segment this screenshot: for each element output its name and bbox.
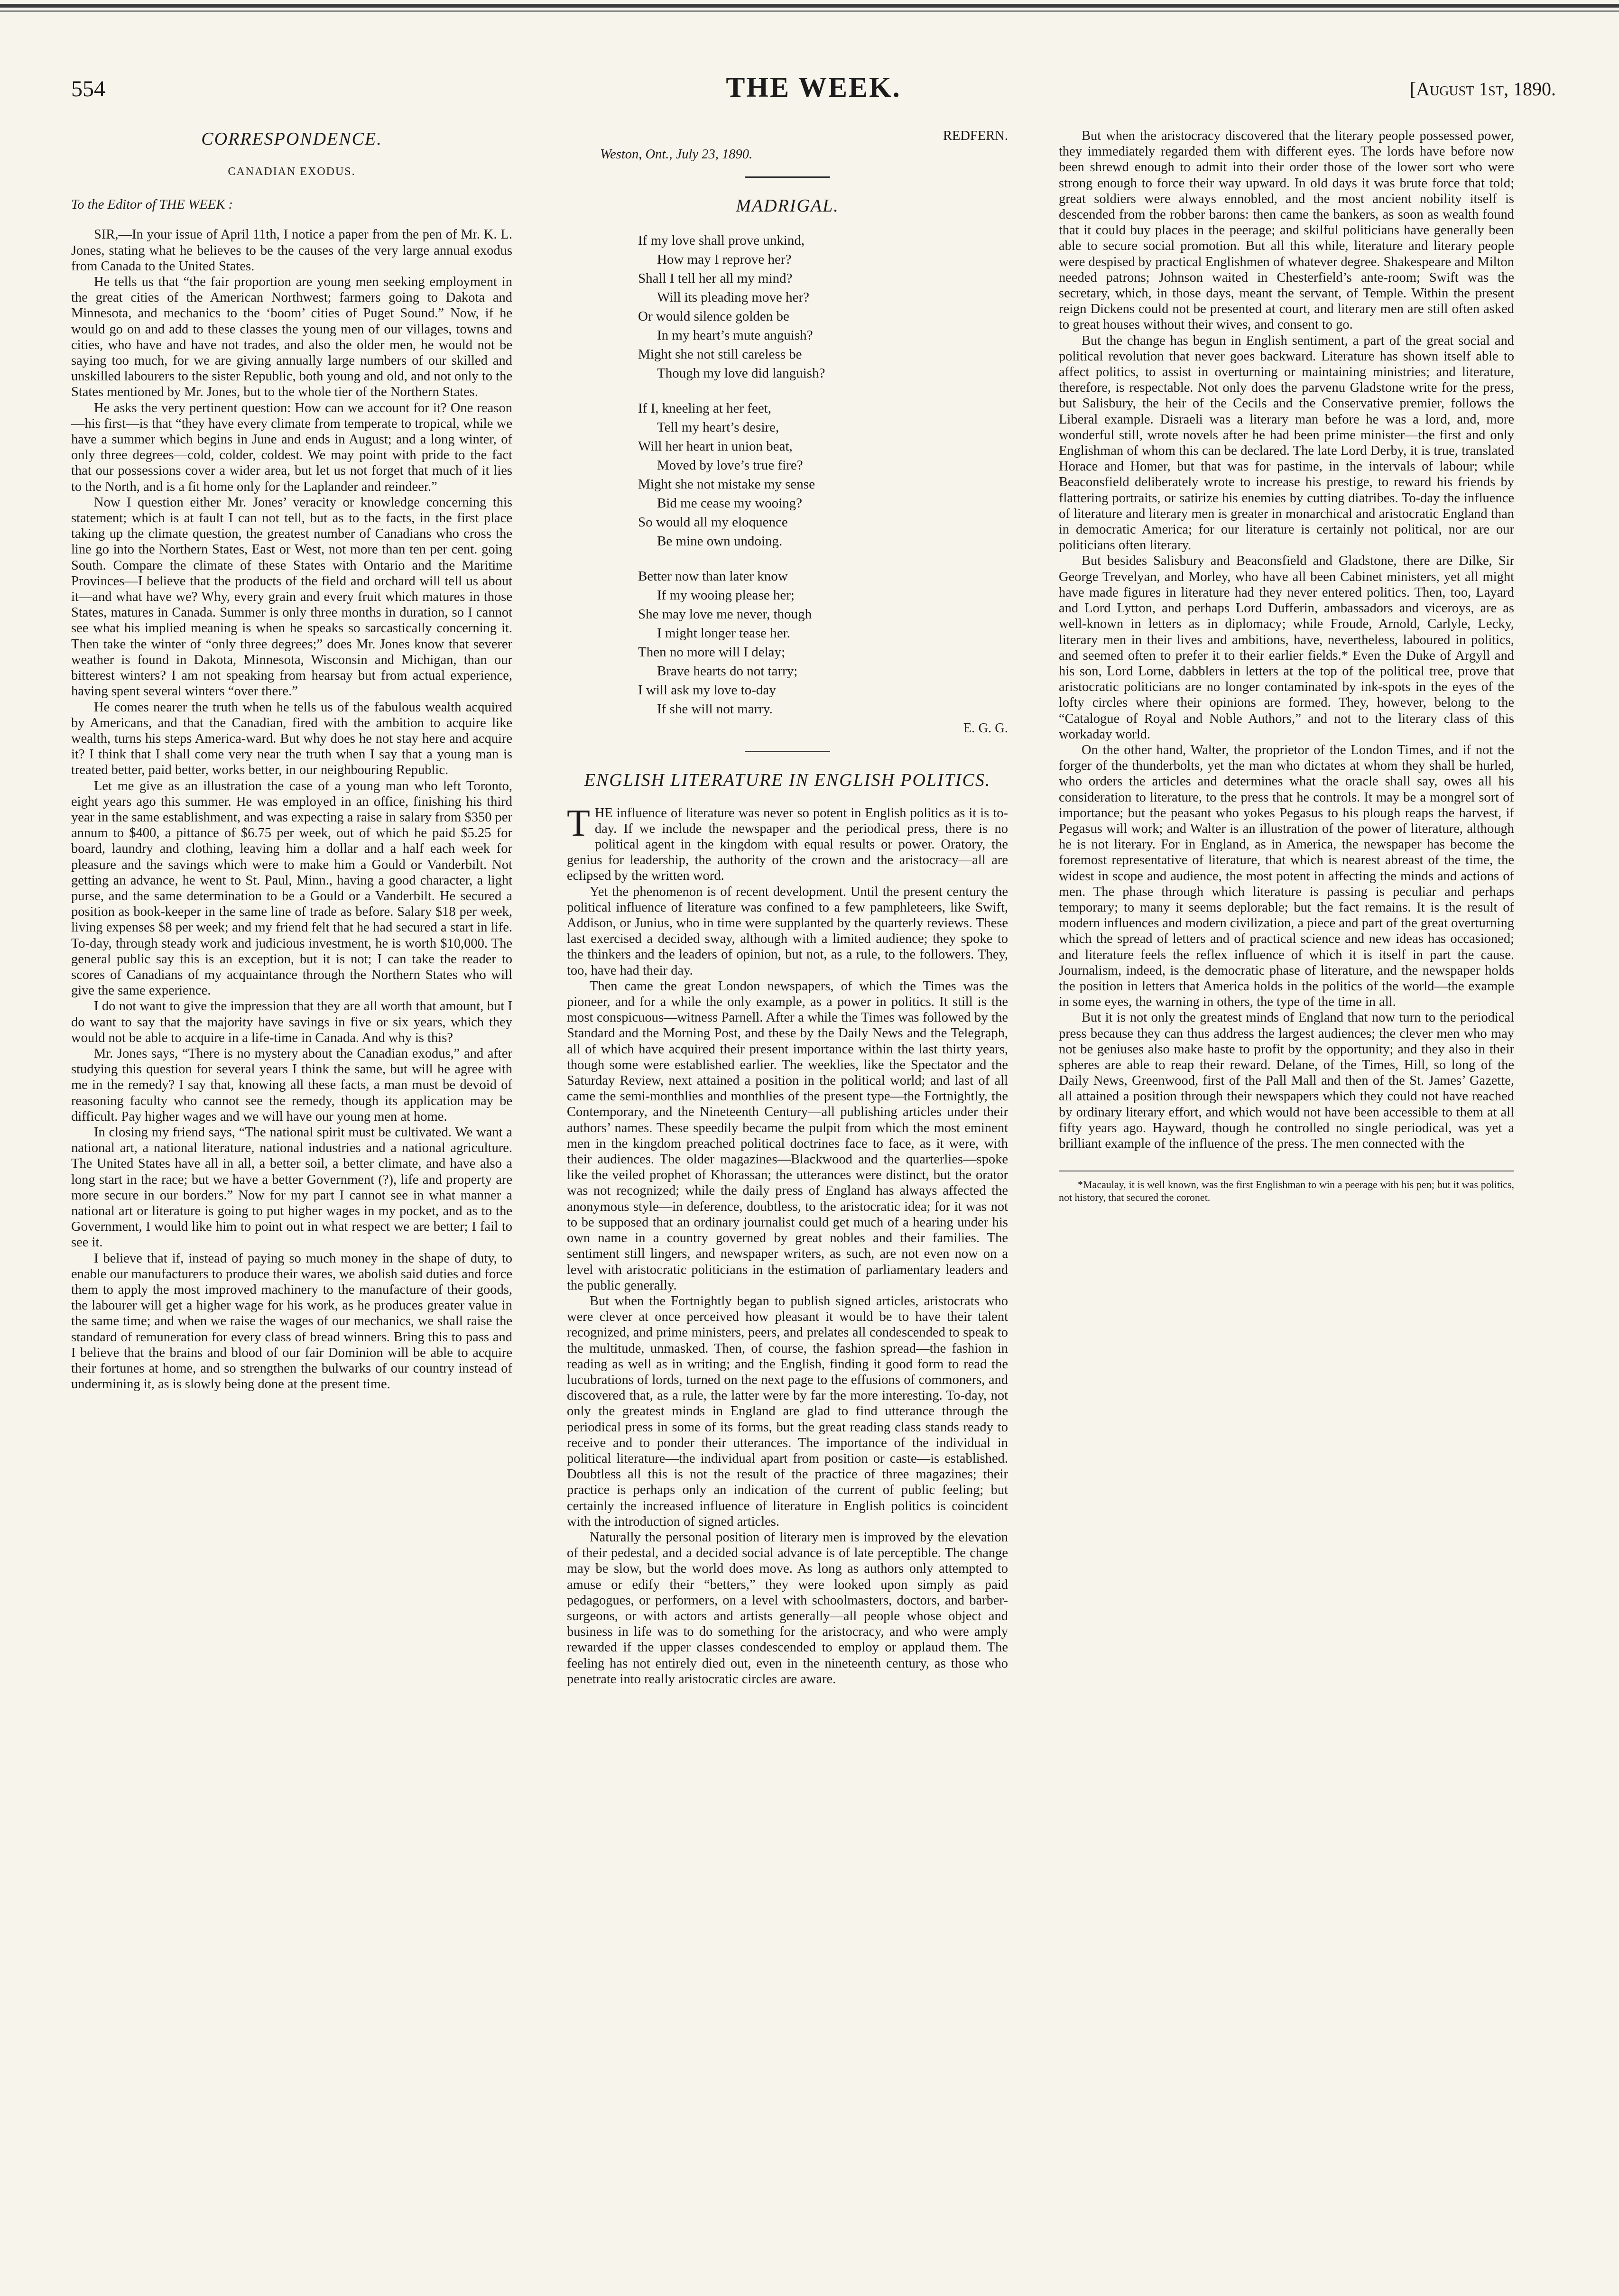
poem-line: She may love me never, though [638, 607, 812, 622]
footnote [1059, 1171, 1514, 1204]
poem-line: I might longer tease her. [657, 626, 791, 641]
poem-line: Then no more will I delay; [638, 645, 786, 660]
poem-line: Might she not still careless be [638, 347, 802, 362]
letter-place-date: Weston, Ont., July 23, 1890. [600, 147, 753, 162]
poem-line: Will its pleading move her? [657, 290, 809, 305]
column-3 [1059, 128, 1514, 2267]
column-2 [567, 128, 1008, 2267]
section-title: CORRESPONDENCE. [201, 129, 382, 149]
letter-paragraph: I do not want to give the impression that they are all worth that amount, but I do want to say that the majority have savings in five or six years, which they would not be able to acquire in a life-time in Canada. And why is this? [71, 999, 512, 1045]
article-paragraph: But when the aristocracy discovered that the literary people possessed power, they immediately regarded them with different eyes. The lords have before now been shrewd enough to admit into their order those of the lower sort who were strong enough to force their way upward. In old days it was brute force that told; great soldiers were always ennobled, and the most ancient nobility itself is descended from the robber barons: then came the bankers, as soon as wealth found that it could buy places in the peerage; and skilful politicians have generally been able to secure social promotion. But all this while, literature and literary people were despised by practical Englishmen of whatever degree. Shakespeare and Milton needed patrons; Johnson waited in Chesterfield’s ante-room; Swift was the secretary, which, in those days, meant the servant, of Temple. Within the present reign Dickens could not be presented at court, and literary men are still often asked to great houses without their wives, and consent to go. [1059, 129, 1514, 332]
article-paragraph: Yet the phenomenon is of recent development. Until the present century the political influence of literature was confined to a few pamphleteers, like Swift, Addison, or Junius, who in time were supplanted by the quarterly reviews. These last exercised a decided sway, although with a limited audience; they spoke to the thinkers and the leaders of opinion, but not, as a rule, to the followers. They, too, have had their day. [567, 884, 1008, 978]
article-paragraph: Naturally the personal position of literary men is improved by the elevation of their pedestal, and a decided social advance is of late perceptible. The change may be slow, but the world does move. As long as authors only attempted to amuse or edify their “betters,” they were looked upon simply as paid pedagogues, or performers, on a level with schoolmasters, doctors, and barber-surgeons, or with actors and artists generally—all people whose object and business in life was to do something for the aristocracy, and who were amply rewarded if the upper classes condescended to employ or applaud them. The feeling has not entirely died out, even in the nineteenth century, as those who penetrate into really aristocratic circles are aware. [567, 1530, 1008, 1687]
footnote-text: *Macaulay, it is well known, was the first Englishman to win a peerage with his pen; but it was politics, not history, that secured the coronet. [1059, 1179, 1514, 1204]
poem-line: Though my love did languish? [657, 366, 825, 381]
poem-line: If my wooing please her; [657, 588, 795, 603]
page-header [71, 71, 1556, 114]
poem-line: If I, kneeling at her feet, [638, 401, 771, 416]
poem-line: How may I reprove her? [657, 252, 792, 267]
letter-paragraph: Now I question either Mr. Jones’ veracity or knowledge concerning this statement; which is at fault I can not tell, but as to the facts, in the first place taking up the climate question, the greatest number of Canadians who cross the line go into the Northern States, East or West, not more than ten per cent. going South. Compare the climate of these States with Ontario and the Maritime Provinces—I believe that the products of the field and orchard will tell us about it—and what have we? Why, every grain and every fruit which matures in those States, matures in Canada. Summer is only three months in duration, so I cannot see what his implied meaning is when he speaks so sarcastically concerning it. Then take the winter of “only three degrees;” does Mr. Jones know that severer weather is found in Dakota, Minnesota, Wisconsin and Michigan, than our bitterest winters? I am not speaking from hearsay but from actual experience, having spent several winters “over there.” [71, 495, 512, 699]
letter-signature: REDFERN. [943, 129, 1008, 143]
poem-line: Be mine own undoing. [657, 534, 783, 549]
poem-line: If she will not marry. [657, 701, 773, 717]
letter-title: CANADIAN EXODUS. [228, 166, 356, 178]
article-paragraph [567, 802, 1008, 884]
article-paragraph: But when the Fortnightly began to publish signed articles, aristocrats who were clever at once perceived how pleasant it would be to have their talent recognized, and prime ministers, peers, and prelates all condescended to speak to the multitude, unmasked. Then, of course, the fashion spread—the fashion in reading as well as in writing; and the English, finding it good form to read the lucubrations of lords, turned on the next page to the effusions of commoners, and discovered that, as a rule, the latter were by far the more interesting. To-day, not only the greatest minds in England are glad to find utterance through the periodical press in some of its forms, but the great reading class stands ready to receive and to ponder their utterances. The importance of the individual in political literature—the individual apart from position or caste—is established. Doubtless all this is not the result of the practice of three magazines; their practice is perhaps only an indication of the current of public feeling; but certainly the increased influence of literature in English politics is coincident with the introduction of signed articles. [567, 1293, 1008, 1529]
letter-paragraph: SIR,—In your issue of April 11th, I notice a paper from the pen of Mr. K. L. Jones, stating what he believes to be the causes of the very large annual exodus from Canada to the United States. [71, 227, 512, 274]
poem-initials: E. G. G. [963, 721, 1008, 736]
article-title: ENGLISH LITERATURE IN ENGLISH POLITICS. [584, 770, 991, 790]
poem-line: Or would silence golden be [638, 309, 789, 324]
poem-line: Moved by love’s true fire? [657, 458, 803, 473]
page-top-edge [0, 0, 1619, 20]
divider [745, 176, 830, 178]
poem-stanza [638, 399, 1008, 551]
poem-line: Tell my heart’s desire, [657, 420, 779, 435]
article-paragraph: But the change has begun in English sentiment, a part of the great social and political revolution that never goes backward. Literature has shown itself able to affect politics, to assist in overturning or maintaining ministries; and literature, therefore, is respectable. Not only does the parvenu Gladstone write for the press, but Salisbury, the heir of the Cecils and the Conservative premier, follows the Liberal example. Disraeli was a literary man before he was a lord, and, more wonderful still, wrote novels after he had been prime minister—the first and only Englishman of whom this can be declared. The late Lord Derby, it is true, translated Horace and Homer, but that was for pastime, in the intervals of labour; while Beaconsfield deliberately wrote to increase his prestige, to reward his friends by flattering portraits, or satirize his enemies by cutting diatribes. To-day the influence of literature and literary men is greater in monarchical and aristocratic England than in democratic America; for our literature is certainly not political, nor are our politicians often literary. [1059, 333, 1514, 553]
letter-paragraph: In closing my friend says, “The national spirit must be cultivated. We want a national art, a national literature, national industries and a national agriculture. The United States have all in all, a better soil, a better climate, and have also a long start in the race; but we have a better Government (?), life and property are more secure in our borders.” Now for my part I cannot see in what manner a national art or literature is going to put higher wages in my pocket, and as to the Government, I would like him to point out in what respect we are better; I fail to see it. [71, 1125, 512, 1250]
letter-address: To the Editor of THE WEEK : [71, 197, 233, 212]
page-number: 554 [71, 76, 105, 101]
letter-paragraph: Mr. Jones says, “There is no mystery about the Canadian exodus,” and after studying this question for several years I think the same, but will he agree with me in the remedy? I say that, knowing all these facts, a man must be devoid of reasoning faculty who cannot see the remedy, though its application may be difficult. Pay higher wages and we will have our young men at home. [71, 1046, 512, 1124]
article-paragraph: But besides Salisbury and Beaconsfield and Gladstone, there are Dilke, Sir George Trevelyan, and Morley, who have all been Cabinet ministers, yet all might have made figures in literature had they never entered politics. Then, too, Layard and Lord Lytton, and perhaps Lord Dufferin, ambassadors and viceroys, are as well-known in letters as in diplomacy; while Froude, Arnold, Carlyle, Lecky, literary men in their lives and ambitions, have, nevertheless, laboured in politics, and seemed often to prefer it to their earlier fields.* Even the Duke of Argyll and his son, Lord Lorne, dabblers in letters at the top of the political tree, prove that aristocratic politicians are no longer contaminated by ink-spots in the eyes of the lofty circles where their opinions are formed. They, however, belong to the “Catalogue of Royal and Noble Authors,” and not to the literary class of this workaday world. [1059, 553, 1514, 742]
letter-paragraph: He asks the very pertinent question: How can we account for it? One reason—his first—is that “they have every climate from temperate to tropical, while we have a summer which begins in June and ends in August; and a long winter, of only three degrees—cold, colder, coldest. We may point with pride to the fact that our possessions cover a wider area, but let us not forget that much of it lies to the North, and is a fit home only for the Laplander and reindeer.” [71, 400, 512, 494]
letter-paragraph: He tells us that “the fair proportion are young men seeking employment in the great cities of the American Northwest; farmers going to Dakota and Minnesota, and mechanics to the ‘boom’ cities of Puget Sound.” Now, if he would go on and add to these classes the young men of our villages, towns and cities, who have and have not trades, and also the older men, he would not be saying too much, for we are giving annually large numbers of our skilled and unskilled labourers to the sister Republic, both young and old, and not only to the States mentioned by Mr. Jones, but to the whole tier of the Northern States. [71, 275, 512, 400]
poem-line: Better now than later know [638, 569, 788, 584]
poem [638, 231, 1008, 719]
article-paragraph: Then came the great London newspapers, of which the Times was the pioneer, and for a while the only example, as a power in politics. It still is the most conspicuous—witness Parnell. After a while the Times was followed by the Standard and the Morning Post, and these by the Daily News and the Telegraph, all of which have acquired their present importance within the last thirty years, though some were established earlier. The weeklies, like the Spectator and the Saturday Review, next attained a position in the political world; and last of all came the semi-monthlies and monthlies of the present type—the Fortnightly, the Contemporary, and the Nineteenth Century—all publishing articles under their authors’ names. These speedily became the pulpit from which the most eminent men in the kingdom preached political doctrines face to face, as it were, with their audiences. The older magazines—Blackwood and the quarterlies—spoke like the veiled prophet of Khorassan; the utterances were distinct, but the orator was not recognized; while the daily press of England has always affected the anonymous style—in deference, doubtless, to the aristocratic idea; for it was not to be supposed that an ordinary journalist could get much of a hearing under his own name in a country governed by great nobles and their families. The sentiment still lingers, and newspaper writers, as such, are not even now on a level with aristocratic politicians in the estimation of parliamentary leaders and the public generally. [567, 978, 1008, 1293]
poem-stanza [638, 231, 1008, 383]
poem-line: Brave hearts do not tarry; [657, 664, 798, 679]
article-paragraph: But it is not only the greatest minds of England that now turn to the periodical press because they can thus address the largest audiences; the clever men who may not be geniuses also make haste to profit by the opportunity; and they also in their spheres are able to reap their reward. Delane, of the Times, Hill, so long of the Daily News, Greenwood, first of the Pall Mall and then of the St. James’ Gazette, all attained a position through their newspapers which they could not have reached by ordinary literary effort, and which would not have been accessible to them at all fifty years ago. Hayward, though he controlled no single periodical, was yet a brilliant example of the influence of the press. The men connected with the [1059, 1010, 1514, 1151]
letter-paragraph: I believe that if, instead of paying so much money in the shape of duty, to enable our manufacturers to produce their wares, we abolish said duties and force them to apply the most improved machinery to the manufacture of their goods, the labourer will get a higher wage for his work, as he produces greater value in the same time; and when we raise the wages of our mechanics, we shall raise the standard of remuneration for every class of bread winners. Bring this to pass and I believe that the brains and blood of our fair Dominion will be able to acquire their fortunes at home, and so strengthen the bulwarks of our country instead of undermining it, as is slowly being done at the present time. [71, 1251, 512, 1392]
article-first-paragraph-text: HE influence of literature was never so potent in English politics as it is to-day. If we include the newspaper and the periodical press, there is no political agent in the kingdom with equal results or power. Oratory, the genius for leadership, the authority of the crown and the aristocracy—all are eclipsed by the written word. [567, 805, 1008, 884]
divider [745, 751, 830, 752]
poem-line: I will ask my love to-day [638, 682, 776, 698]
letter-paragraph: Let me give as an illustration the case of a young man who left Toronto, eight years ago this summer. He was employed in an office, finishing his third year in the same establishment, and was expecting a raise in salary from $350 per annum to $400, a pittance of $6.75 per week, out of which he paid $5.25 for board, laundry and clothing, leaving him a dollar and a half each week for pleasure and the savings which were to make him a Gould or Vanderbilt. Not getting an advance, he went to St. Paul, Minn., having a good character, a light purse, and the same determination to be a Gould or a Vanderbilt. He secured a position as book-keeper in the same line of trade as before. Salary $18 per week, living expenses $8 per week; and my friend felt that he had secured a start in life. To-day, through steady work and judicious investment, he is worth $10,000. The general public say this is an exception, but it is not; I can take the reader to scores of Canadians of my acquaintance through the Northern States who will give the same experience. [71, 778, 512, 998]
poem-stanza [638, 567, 1008, 719]
article-paragraph: On the other hand, Walter, the proprietor of the London Times, and if not the forger of the thunderbolts, yet the man who dictates at whom they shall be hurled, who orders the articles and determines what the oracle shall say, owes all his consideration to literature, to the press that he controls. It may be a mongrel sort of importance; but the peasant who yokes Pegasus to his plough reaps the harvest, if Pegasus will work; and Walter is an illustration of the power of literature, although he is not literary. For in England, as in America, the newspaper has become the foremost representative of literature, that which is nearest abreast of the time, the widest in scope and audience, the most potent in affecting the minds and actions of men. The phase through which literature is passing is peculiar and perhaps temporary; to many it seems deplorable; but the fact remains. It is the result of modern influences and modern civilization, a piece and part of the great overturning which the spread of letters and of practical science and new ideas has occasioned; and literature feels the reflex influence of which it is itself in part the cause. Journalism, indeed, is the democratic phase of literature, and the newspaper holds the position in letters that America holds in the politics of the world—the example in some eyes, the warning in others, the type of the time in all. [1059, 742, 1514, 1010]
poem-line: Bid me cease my wooing? [657, 496, 803, 511]
poem-line: In my heart’s mute anguish? [657, 328, 813, 343]
poem-line: If my love shall prove unkind, [638, 233, 805, 249]
poem-line: So would all my eloquence [638, 515, 788, 530]
poem-line: Shall I tell her all my mind? [638, 271, 793, 286]
poem-title: MADRIGAL. [736, 196, 839, 216]
poem-line: Might she not mistake my sense [638, 477, 815, 492]
letter-paragraph: He comes nearer the truth when he tells us of the fabulous wealth acquired by Americans, and that the Canadian, fired with the ambition to acquire like wealth, turns his steps America-ward. But why does he not stay here and acquire it? I think that I shall come very near the truth when I say that a young man is treated better, paid better, works better, in our neighbouring Republic. [71, 700, 512, 778]
poem-line: Will her heart in union beat, [638, 439, 793, 454]
masthead: THE WEEK. [726, 72, 901, 103]
drop-cap: T [567, 802, 590, 844]
column-1 [71, 128, 512, 2267]
issue-date: [August 1st, 1890. [1409, 78, 1556, 100]
